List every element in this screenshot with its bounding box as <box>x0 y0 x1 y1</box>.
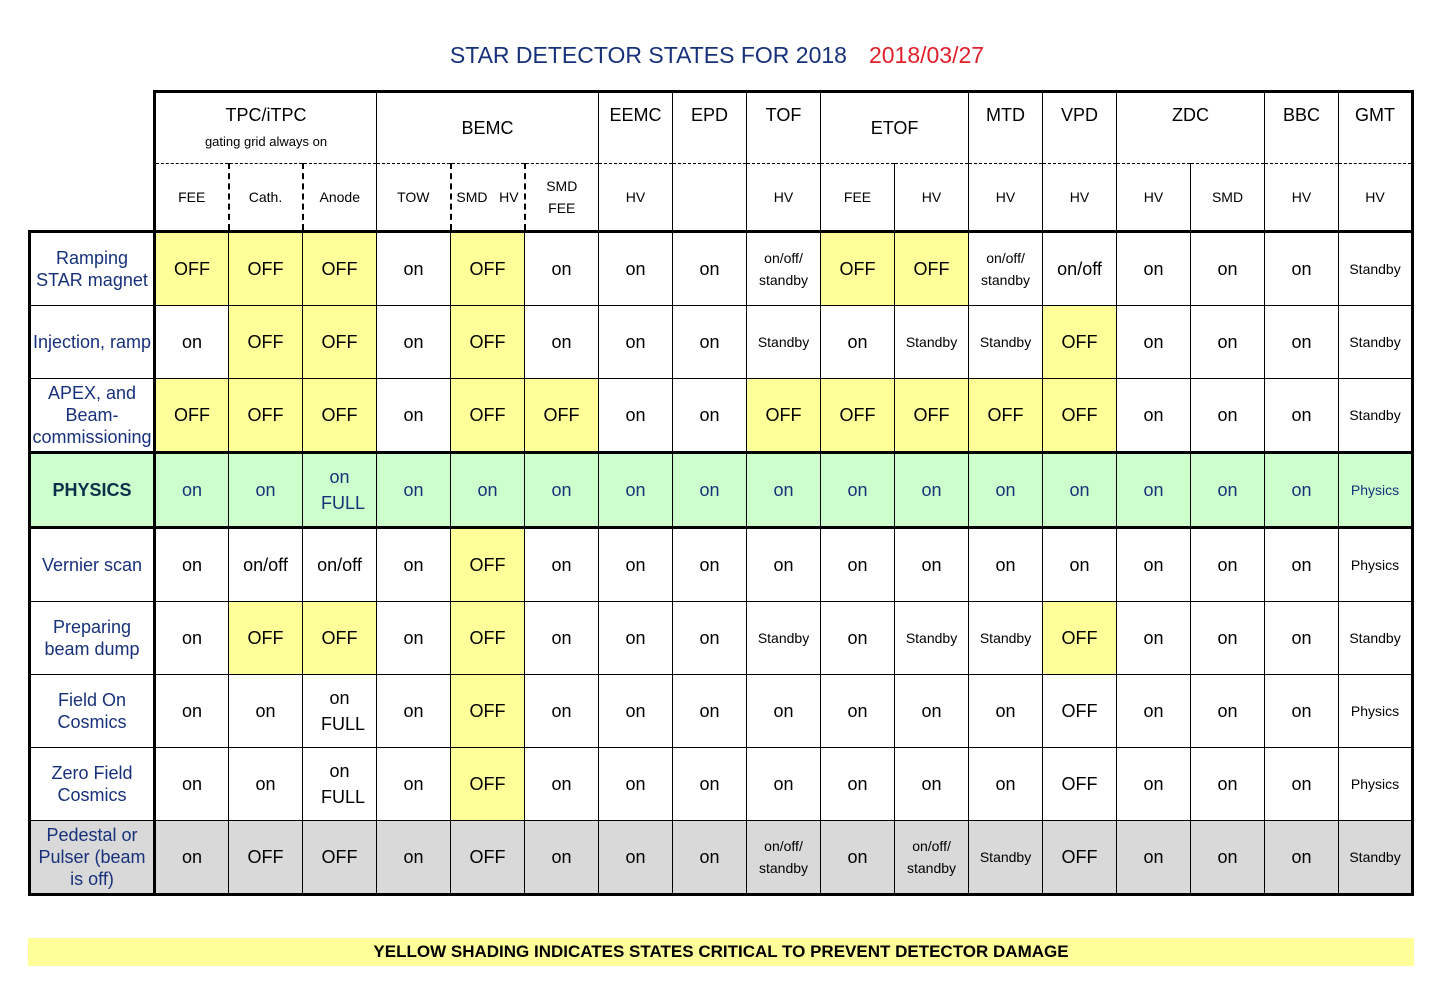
sub-gmt-hv: HV <box>1339 164 1413 232</box>
state-cell: OFF <box>451 528 525 602</box>
sub-zdc-hv: HV <box>1117 164 1191 232</box>
group-bbc <box>1265 92 1339 164</box>
state-cell: on <box>377 232 451 306</box>
state-cell: on <box>377 306 451 379</box>
state-cell: on <box>229 675 303 748</box>
state-cell: on <box>673 528 747 602</box>
sub-mtd-hv: HV <box>969 164 1043 232</box>
state-cell: OFF <box>1043 602 1117 675</box>
sub-tpc-fee: FEE <box>155 164 229 232</box>
group-bemc-label: BEMC <box>461 117 514 138</box>
state-cell: OFF <box>303 821 377 895</box>
sub-etof-hv: HV <box>895 164 969 232</box>
sub-zdc-smd: SMD <box>1191 164 1265 232</box>
state-cell: OFF <box>1043 379 1117 453</box>
row-label: Field On Cosmics <box>30 675 155 748</box>
state-cell: on <box>747 675 821 748</box>
sub-tof-hv: HV <box>747 164 821 232</box>
table-row <box>30 232 1413 306</box>
page-date: 2018/03/27 <box>868 42 985 68</box>
gating-grid-note: gating grid always on <box>204 134 328 149</box>
row-label: PHYSICS <box>30 453 155 528</box>
state-cell: OFF <box>229 232 303 306</box>
sub-bemc-smd-fee-label: SMD FEE <box>546 178 578 216</box>
group-epd-label: EPD <box>691 105 729 125</box>
state-cell: on <box>673 232 747 306</box>
state-cell: on <box>1265 528 1339 602</box>
state-cell: on <box>525 821 599 895</box>
state-cell: Standby <box>969 306 1043 379</box>
state-cell: on <box>673 379 747 453</box>
state-cell: on <box>1265 821 1339 895</box>
state-cell: OFF <box>451 379 525 453</box>
state-cell: on <box>155 675 229 748</box>
state-cell: on <box>673 602 747 675</box>
table-row <box>30 306 1413 379</box>
state-cell: OFF <box>155 379 229 453</box>
table-row <box>30 675 1413 748</box>
state-cell: on <box>229 453 303 528</box>
state-cell: OFF <box>229 306 303 379</box>
state-cell: OFF <box>303 232 377 306</box>
sub-bemc-smd-hv <box>451 164 525 232</box>
state-cell: on <box>525 602 599 675</box>
state-cell: on/off/ standby <box>747 821 821 895</box>
state-cell: on <box>155 748 229 821</box>
state-cell: on <box>1265 232 1339 306</box>
sub-bemc-smd-fee <box>525 164 599 232</box>
sub-bemc-smd-hv-label: SMD HV <box>456 189 519 205</box>
group-zdc <box>1117 92 1265 164</box>
group-bemc <box>377 92 599 164</box>
state-cell: on <box>673 748 747 821</box>
state-cell: on <box>525 748 599 821</box>
state-cell: Physics <box>1339 675 1413 748</box>
state-cell: on <box>599 675 673 748</box>
group-tof <box>747 92 821 164</box>
sub-tpc-anode: Anode <box>303 164 377 232</box>
state-cell: on <box>1117 306 1191 379</box>
group-bbc-label: BBC <box>1283 105 1321 125</box>
detector-states-table <box>28 90 1414 896</box>
state-cell: on <box>1191 821 1265 895</box>
row-label: Zero Field Cosmics <box>30 748 155 821</box>
state-cell: on <box>1265 306 1339 379</box>
state-cell: on <box>1043 528 1117 602</box>
state-cell: on <box>525 306 599 379</box>
table-row <box>30 453 1413 528</box>
title-line <box>0 42 1434 69</box>
sub-bemc-tow: TOW <box>377 164 451 232</box>
state-cell: on/off <box>303 528 377 602</box>
group-mtd-label: MTD <box>986 105 1026 125</box>
state-cell: on FULL <box>303 453 377 528</box>
group-etof-label: ETOF <box>870 117 919 138</box>
row-label: Vernier scan <box>30 528 155 602</box>
page-title: STAR DETECTOR STATES FOR 2018 <box>449 42 847 68</box>
state-cell: on <box>1265 675 1339 748</box>
state-cell: Standby <box>747 306 821 379</box>
state-cell: Standby <box>1339 821 1413 895</box>
table-row <box>30 748 1413 821</box>
state-cell: OFF <box>303 602 377 675</box>
state-cell: on <box>599 821 673 895</box>
state-cell: on/off/ standby <box>969 232 1043 306</box>
state-cell: Standby <box>969 821 1043 895</box>
group-gmt <box>1339 92 1413 164</box>
state-cell: on/off <box>229 528 303 602</box>
state-cell: on <box>1117 232 1191 306</box>
state-cell: OFF <box>1043 675 1117 748</box>
state-cell: on/off/ standby <box>895 821 969 895</box>
state-cell: on <box>1191 306 1265 379</box>
state-cell: OFF <box>303 306 377 379</box>
sub-etof-fee: FEE <box>821 164 895 232</box>
state-cell: on <box>821 528 895 602</box>
state-cell: on <box>525 528 599 602</box>
group-vpd-label: VPD <box>1061 105 1099 125</box>
state-cell: on/off <box>1043 232 1117 306</box>
group-etof <box>821 92 969 164</box>
sub-tpc-cath: Cath. <box>229 164 303 232</box>
corner-cell <box>30 92 155 232</box>
sub-eemc-hv: HV <box>599 164 673 232</box>
state-cell: OFF <box>451 748 525 821</box>
state-cell: on <box>1191 379 1265 453</box>
state-cell: on <box>599 453 673 528</box>
state-cell: on <box>1117 453 1191 528</box>
row-label: Ramping STAR magnet <box>30 232 155 306</box>
table-row <box>30 602 1413 675</box>
state-cell: Physics <box>1339 748 1413 821</box>
state-cell: Standby <box>1339 602 1413 675</box>
sub-bbc-hv: HV <box>1265 164 1339 232</box>
state-cell: on <box>821 675 895 748</box>
state-cell: on <box>377 821 451 895</box>
group-tpc-label: TPC/iTPC <box>225 105 307 125</box>
state-cell: OFF <box>155 232 229 306</box>
state-cell: Standby <box>895 306 969 379</box>
state-cell: Standby <box>747 602 821 675</box>
state-cell: on <box>1265 379 1339 453</box>
state-cell: on <box>821 306 895 379</box>
state-cell: OFF <box>451 306 525 379</box>
group-mtd <box>969 92 1043 164</box>
state-cell: on <box>821 748 895 821</box>
state-cell: on <box>673 821 747 895</box>
state-cell: on <box>969 528 1043 602</box>
state-cell: on <box>1191 675 1265 748</box>
state-cell: on <box>673 306 747 379</box>
state-cell: on <box>155 602 229 675</box>
state-cell: on <box>895 453 969 528</box>
state-cell: OFF <box>525 379 599 453</box>
state-cell: on <box>821 821 895 895</box>
state-cell: on <box>599 748 673 821</box>
state-cell: OFF <box>969 379 1043 453</box>
table-row <box>30 379 1413 453</box>
row-label: Injection, ramp <box>30 306 155 379</box>
state-cell: on FULL <box>303 748 377 821</box>
state-cell: on <box>599 306 673 379</box>
state-cell: on <box>1043 453 1117 528</box>
state-cell: on <box>377 602 451 675</box>
sub-epd-blank <box>673 164 747 232</box>
state-cell: OFF <box>451 821 525 895</box>
state-cell: on <box>969 453 1043 528</box>
state-cell: OFF <box>229 379 303 453</box>
state-cell: on/off/ standby <box>747 232 821 306</box>
state-cell: on <box>1191 602 1265 675</box>
state-cell: OFF <box>229 602 303 675</box>
state-cell: Physics <box>1339 453 1413 528</box>
state-cell: on <box>673 453 747 528</box>
state-cell: on <box>525 232 599 306</box>
state-cell: OFF <box>821 379 895 453</box>
state-cell: on <box>969 748 1043 821</box>
state-cell: OFF <box>895 232 969 306</box>
state-cell: OFF <box>1043 748 1117 821</box>
table-row <box>30 528 1413 602</box>
state-cell: on <box>1117 821 1191 895</box>
state-cell: OFF <box>821 232 895 306</box>
state-cell: on <box>1117 528 1191 602</box>
state-cell: on <box>377 748 451 821</box>
state-cell: on <box>1265 748 1339 821</box>
state-cell: OFF <box>229 821 303 895</box>
state-cell: Standby <box>895 602 969 675</box>
state-cell: on <box>895 748 969 821</box>
state-cell: on <box>747 453 821 528</box>
state-cell: on <box>155 528 229 602</box>
state-cell: on <box>969 675 1043 748</box>
state-cell: Physics <box>1339 528 1413 602</box>
state-cell: on <box>1117 748 1191 821</box>
group-zdc-label: ZDC <box>1172 105 1210 125</box>
state-cell: on <box>377 453 451 528</box>
state-cell: on <box>1265 602 1339 675</box>
state-cell: on <box>821 453 895 528</box>
state-cell: on <box>155 821 229 895</box>
group-eemc <box>599 92 673 164</box>
state-cell: on <box>1191 528 1265 602</box>
state-cell: on <box>229 748 303 821</box>
group-eemc-label: EEMC <box>609 105 662 125</box>
state-cell: on <box>599 602 673 675</box>
group-vpd <box>1043 92 1117 164</box>
state-cell: Standby <box>969 602 1043 675</box>
group-gmt-label: GMT <box>1355 105 1396 125</box>
row-label: Pedestal or Pulser (beam is off) <box>30 821 155 895</box>
state-cell: on <box>155 306 229 379</box>
state-cell: on <box>599 232 673 306</box>
table-row <box>30 821 1413 895</box>
state-cell: on <box>155 453 229 528</box>
state-cell: on FULL <box>303 675 377 748</box>
state-cell: Standby <box>1339 379 1413 453</box>
state-cell: on <box>599 528 673 602</box>
sub-vpd-hv: HV <box>1043 164 1117 232</box>
state-cell: OFF <box>1043 821 1117 895</box>
state-cell: on <box>895 528 969 602</box>
state-cell: on <box>1117 379 1191 453</box>
state-cell: on <box>1191 232 1265 306</box>
state-cell: on <box>821 602 895 675</box>
state-cell: on <box>377 379 451 453</box>
state-cell: on <box>599 379 673 453</box>
group-tof-label: TOF <box>765 105 802 125</box>
state-cell: on <box>451 453 525 528</box>
state-cell: on <box>673 675 747 748</box>
state-cell: OFF <box>451 232 525 306</box>
state-cell: on <box>1191 453 1265 528</box>
state-cell: on <box>747 528 821 602</box>
state-cell: Standby <box>1339 232 1413 306</box>
state-cell: on <box>1265 453 1339 528</box>
state-cell: on <box>895 675 969 748</box>
state-cell: on <box>525 675 599 748</box>
state-cell: on <box>377 528 451 602</box>
group-tpc <box>155 92 377 164</box>
state-cell: Standby <box>1339 306 1413 379</box>
state-cell: on <box>1117 602 1191 675</box>
state-cell: on <box>377 675 451 748</box>
state-cell: on <box>747 748 821 821</box>
state-cell: OFF <box>451 602 525 675</box>
state-cell: OFF <box>1043 306 1117 379</box>
group-epd <box>673 92 747 164</box>
state-cell: on <box>1191 748 1265 821</box>
state-cell: on <box>525 453 599 528</box>
state-cell: OFF <box>303 379 377 453</box>
state-cell: OFF <box>747 379 821 453</box>
state-cell: OFF <box>895 379 969 453</box>
state-cell: on <box>1117 675 1191 748</box>
row-label: Preparing beam dump <box>30 602 155 675</box>
row-label: APEX, and Beam-commissioning <box>30 379 155 453</box>
state-cell: OFF <box>451 675 525 748</box>
legend-footer: YELLOW SHADING INDICATES STATES CRITICAL TO PREVENT DETECTOR DAMAGE <box>28 938 1414 966</box>
